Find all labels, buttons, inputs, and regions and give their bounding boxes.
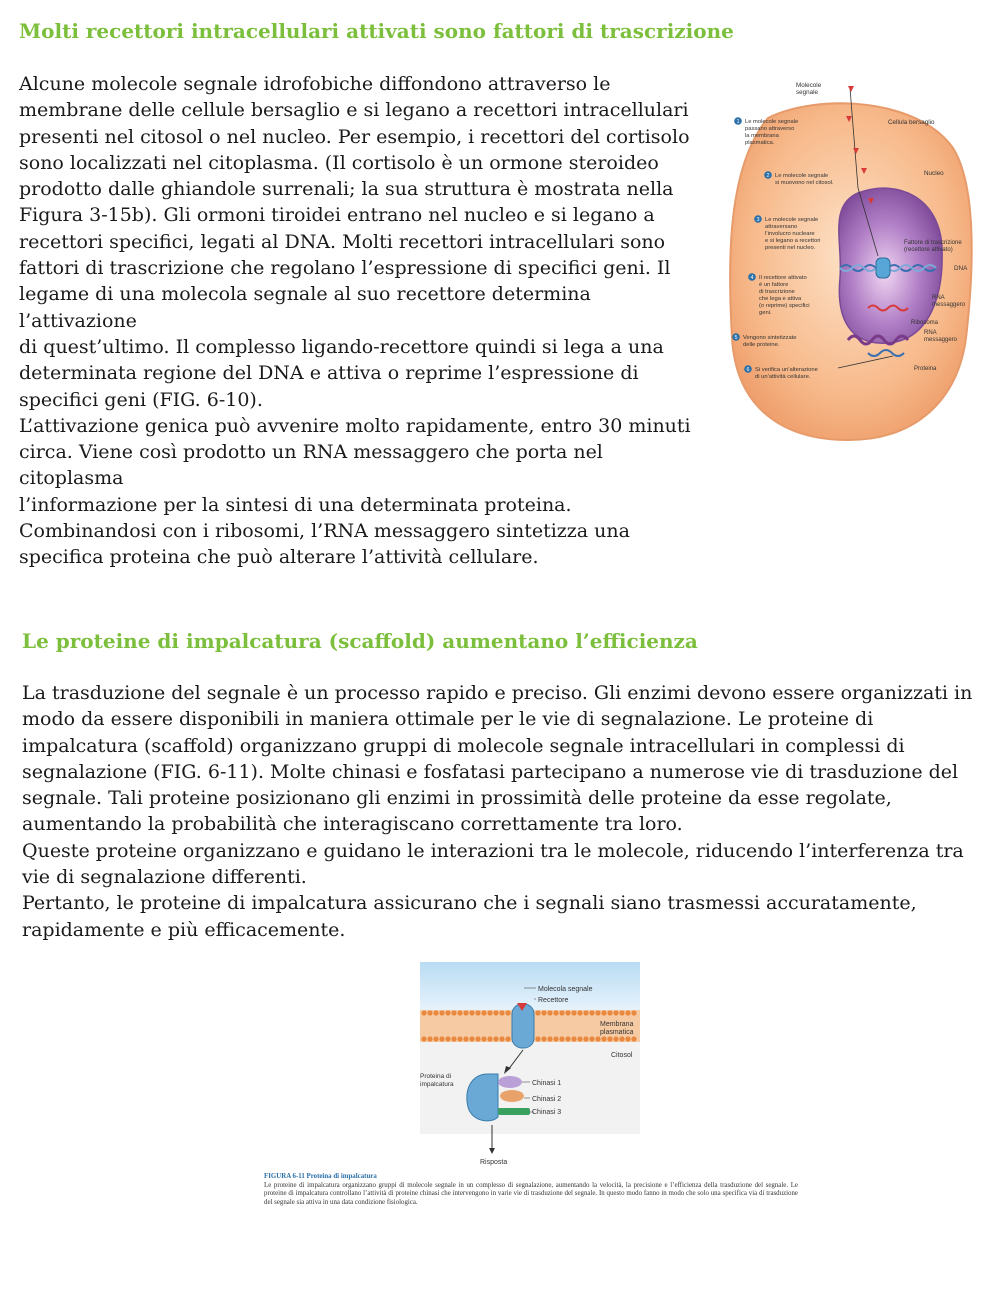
lipid-head [613, 1036, 618, 1041]
lipid-head [631, 1036, 636, 1041]
svg-text:Vengono sintetizzate del: Vengono sintetizzate delle proteine. [743, 335, 797, 348]
receptor [512, 1004, 534, 1048]
lipid-head [457, 1010, 462, 1015]
lipid-head [619, 1036, 624, 1041]
lipid-head [481, 1036, 486, 1041]
label-mrna: RNA [932, 295, 945, 301]
svg-text:4: 4 [750, 275, 754, 282]
label-kinase-1: Chinasi 1 [532, 1080, 562, 1087]
label-protein: Proteina [914, 366, 937, 372]
caption-title: FIGURA 6-11 Proteina di impalcatura [264, 1173, 377, 1180]
lipid-head [589, 1036, 594, 1041]
lipid-head [451, 1036, 456, 1041]
step-2 [764, 171, 834, 186]
lipid-head [499, 1010, 504, 1015]
lipid-head [595, 1036, 600, 1041]
lipid-head [601, 1010, 606, 1015]
lipid-head [493, 1010, 498, 1015]
lipid-head [577, 1036, 582, 1041]
svg-text:Le molecole segnale pass: Le molecole segnale passano attraverso la membrana plasmatica. [745, 119, 799, 146]
lipid-head [589, 1010, 594, 1015]
lipid-head [463, 1036, 468, 1041]
label-dna: DNA [954, 265, 968, 272]
label-membrane: Membrana [600, 1021, 634, 1028]
label-transcription-factor: Fattore di trascrizione [904, 240, 962, 246]
cytosol-space [420, 1042, 640, 1134]
lipid-head [595, 1010, 600, 1015]
lipid-head [439, 1036, 444, 1041]
svg-text:Le molecole segnale attr: Le molecole segnale attraversano l’involucro nucleare e si legano a recettori presenti nel nucleo. [765, 217, 821, 251]
lipid-head [625, 1010, 630, 1015]
figure-6-11-caption [264, 1173, 798, 1207]
lipid-head [487, 1010, 492, 1015]
lipid-head [547, 1010, 552, 1015]
lipid-head [505, 1036, 510, 1041]
lipid-head [481, 1010, 486, 1015]
svg-text:1: 1 [736, 119, 740, 126]
lipid-head [439, 1010, 444, 1015]
transcription-factor [876, 258, 890, 278]
lipid-head [451, 1010, 456, 1015]
lipid-head [535, 1010, 540, 1015]
label-cytosol: Citosol [611, 1052, 633, 1059]
lipid-head [445, 1010, 450, 1015]
kinase-1 [498, 1076, 522, 1088]
label-kinase-3: Chinasi 3 [532, 1109, 562, 1116]
lipid-head [457, 1036, 462, 1041]
caption-text: Le proteine di impalcatura organizzano gruppi di molecole segnale in un complesso di segnalazione, aumentando la velocità, la precisione e l’efficienza della trasduzione del segnale. Le proteine di impalcatura controllano l’attività di proteine chinasi che intervengono in varie vie di trasduzione del segnale. In questo modo fanno in modo che solo una specifica via di trasduzione del segnale sia attiva in una data condizione fisiologica. [264, 1181, 798, 1206]
label-nucleus: Nucleo [924, 170, 944, 177]
lipid-head [469, 1036, 474, 1041]
svg-text:Fattore di trascrizione (r: Fattore di trascrizione (recettore attivato) [904, 240, 962, 253]
lipid-head [475, 1010, 480, 1015]
svg-text:Molecole segnale: Molecole segnale [796, 82, 822, 96]
label-receptor: Recettore [538, 997, 569, 1004]
kinase-3 [498, 1108, 530, 1115]
label-mrna-2: RNA [924, 330, 937, 336]
lipid-head [487, 1036, 492, 1041]
lipid-head [607, 1036, 612, 1041]
svg-text:Il recettore attivato è: Il recettore attivato è un fattore di trascrizione che lega e attiva (o reprime) specifici geni. [759, 275, 810, 316]
lipid-head [493, 1036, 498, 1041]
lipid-head [445, 1036, 450, 1041]
lipid-head [475, 1036, 480, 1041]
svg-text:5: 5 [734, 335, 738, 342]
lipid-head [565, 1036, 570, 1041]
lipid-head [505, 1010, 510, 1015]
svg-text:2: 2 [766, 173, 770, 180]
svg-text:Si verifica un’alterazione: Si verifica un’alterazione di un’attività cellulare. [755, 367, 818, 380]
lipid-head [463, 1010, 468, 1015]
step-6 [744, 365, 819, 380]
svg-text:6: 6 [746, 367, 750, 374]
kinase-2 [500, 1090, 524, 1102]
svg-text:Le molecole segnale si m: Le molecole segnale si muovono nel citosol. [775, 173, 834, 186]
label-signal-molecules: Molecole [796, 82, 822, 89]
lipid-head [469, 1010, 474, 1015]
lipid-head [577, 1010, 582, 1015]
lipid-head [499, 1036, 504, 1041]
lipid-head [553, 1036, 558, 1041]
paragraph-transcription: Alcune molecole segnale idrofobiche diffondono attraverso le membrane delle cellule bersaglio e si legano a recettori intracellulari presenti nel citosol o nel nucleo. Per esempio, i recettori del cortisolo sono localizzati nel citoplasma. (Il cortisolo è un ormone steroideo prodotto dalle ghiandole surrenali; la sua struttura è mostrata nella Figura 3-15b). Gli ormoni tiroidei entrano nel nucleo e si legano a recettori specifici, legati al DNA. Molti recettori intracellulari sono fattori di trascrizione che regolano l’espressione di specifici geni. Il legame di una molecola segnale al suo recettore determina l’attivazione di quest’ultimo. Il complesso ligando-recettore quindi si lega a una determinata regione del DNA e attiva o reprime l’espressione di specifici geni (FIG. 6-10). L’attivazione genica può avvenire molto rapidamente, entro 30 minuti circa. Viene così prodotto un RNA messaggero che porta nel citoplasma l’informazione per la sintesi di una determinata proteina. Combinandosi con i ribosomi, l’RNA messaggero sintetizza una specifica proteina che può alterare l’attività cellulare. [19, 73, 691, 569]
lipid-head [541, 1010, 546, 1015]
scaffold-protein [467, 1074, 498, 1121]
lipid-head [535, 1036, 540, 1041]
figure-6-11-diagram [416, 962, 642, 1170]
svg-text:RNA messaggero: RNA messaggero [924, 330, 958, 343]
lipid-head [427, 1010, 432, 1015]
svg-text:Membrana plasmatica: Membrana plasmatica [600, 1021, 634, 1036]
lipid-head [433, 1010, 438, 1015]
lipid-head [571, 1010, 576, 1015]
figure-6-10-diagram [728, 78, 980, 446]
lipid-head [613, 1010, 618, 1015]
label-signal-molecule: Molecola segnale [538, 986, 593, 993]
lipid-head [427, 1036, 432, 1041]
lipid-head [559, 1036, 564, 1041]
lipid-head [547, 1036, 552, 1041]
section-heading-scaffold: Le proteine di impalcatura (scaffold) aumentano l’efficienza [22, 629, 698, 653]
svg-text:Proteina di impalcatura: Proteina di impalcatura [420, 1073, 454, 1088]
label-scaffold: Proteina di [420, 1073, 452, 1080]
label-ribosome: Ribosoma [911, 320, 939, 326]
step-3 [754, 215, 822, 251]
paragraph-scaffold: La trasduzione del segnale è un processo rapido e preciso. Gli enzimi devono essere organizzati in modo da essere disponibili in maniera ottimale per le vie di segnalazione. Le proteine di impalcatura (scaffold) organizzano gruppi di molecole segnale intracellulari in complessi di segnalazione (FIG. 6-11). Molte chinasi e fosfatasi partecipano a numerose vie di trasduzione del segnale. Tali proteine posizionano gli enzimi in prossimità delle proteine da esse regolate, aumentando la probabilità che interagiscano correttamente tra loro. Queste proteine organizzano e guidano le interazioni tra le molecole, riducendo l’interferenza tra vie di segnalazione differenti. Pertanto, le proteine di impalcatura assicurano che i segnali siano trasmessi accuratamente, rapidamente e più efficacemente. [22, 682, 973, 941]
label-target-cell: Cellula bersaglio [888, 119, 935, 126]
lipid-head [559, 1010, 564, 1015]
lipid-head [583, 1036, 588, 1041]
extracellular-space [420, 962, 640, 1010]
lipid-head [571, 1036, 576, 1041]
lipid-head [607, 1010, 612, 1015]
svg-text:3: 3 [756, 217, 760, 224]
label-response: Risposta [480, 1159, 508, 1166]
section-heading-transcription: Molti recettori intracellulari attivati sono fattori di trascrizione [19, 19, 734, 43]
lipid-head [565, 1010, 570, 1015]
lipid-head [583, 1010, 588, 1015]
lipid-head [619, 1010, 624, 1015]
label-kinase-2: Chinasi 2 [532, 1096, 562, 1103]
lipid-head [631, 1010, 636, 1015]
lipid-head [553, 1010, 558, 1015]
lipid-head [601, 1036, 606, 1041]
lipid-head [625, 1036, 630, 1041]
lipid-head [433, 1036, 438, 1041]
svg-text:RNA messaggero: RNA messaggero [932, 295, 966, 308]
lipid-head [421, 1010, 426, 1015]
lipid-head [541, 1036, 546, 1041]
lipid-head [421, 1036, 426, 1041]
